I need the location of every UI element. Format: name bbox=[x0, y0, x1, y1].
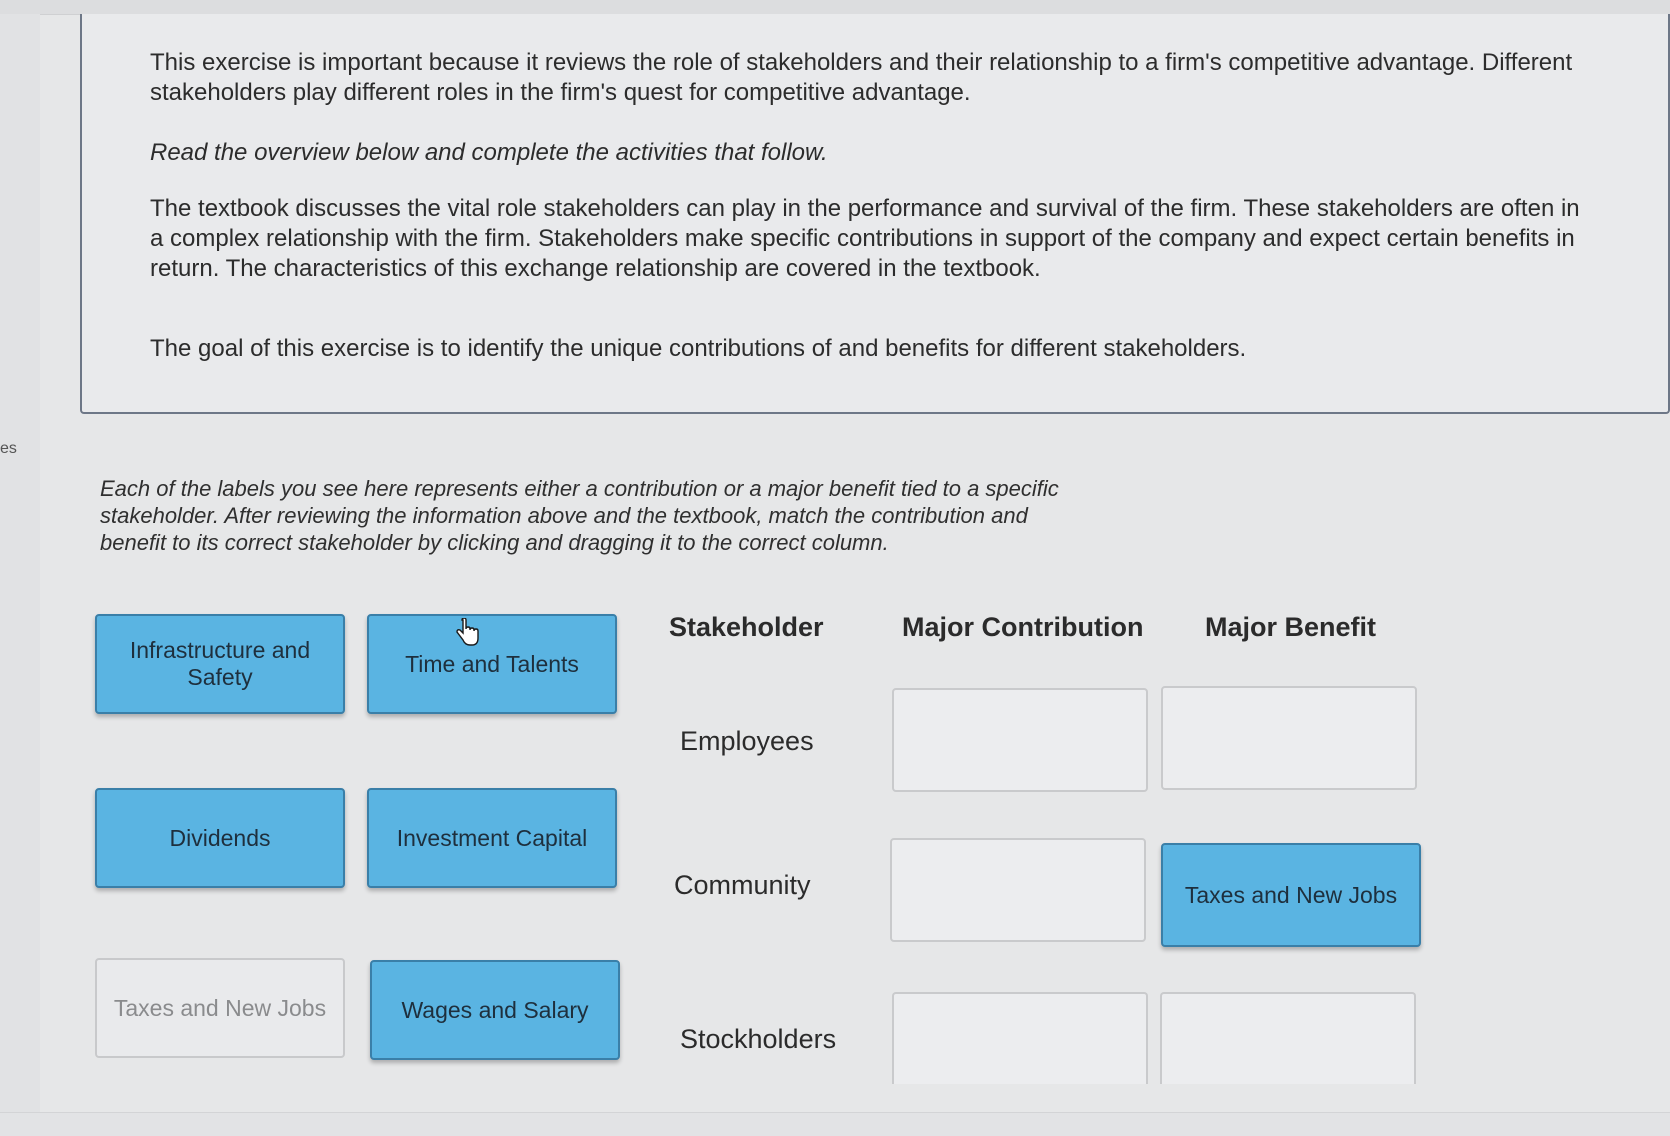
column-header-major-benefit: Major Benefit bbox=[1205, 612, 1377, 642]
overview-paragraph-textbook: The textbook discusses the vital role stakeholders can play in the performance and survival of the firm. These stakeholders are often in a complex relationship with the firm. Stakeholders make specific contributions in support of the company and expect certain benefits in return. The characteristics of this exchange relationship are covered in the textbook. bbox=[150, 195, 1580, 282]
overview-panel bbox=[80, 14, 1670, 414]
label-card-taxes-and-new-jobs-placeholder: Taxes and New Jobs bbox=[95, 958, 345, 1058]
row-label-employees: Employees bbox=[680, 726, 814, 756]
drop-zone-employees-benefit[interactable] bbox=[1161, 686, 1417, 790]
drop-zone-community-contribution[interactable] bbox=[890, 838, 1146, 942]
instructions-text: Each of the labels you see here represents either a contribution or a major benefit tied to a specific stakeholder. After reviewing the information above and the textbook, match the contribution and benefit to its correct stakeholder by clicking and dragging it to the correct column. bbox=[100, 476, 1059, 555]
label-card-infrastructure-and-safety[interactable]: Infrastructure and Safety bbox=[95, 614, 345, 714]
label-card-investment-capital[interactable]: Investment Capital bbox=[367, 788, 617, 888]
overview-paragraph-directive: Read the overview below and complete the activities that follow. bbox=[150, 139, 828, 166]
row-label-stockholders: Stockholders bbox=[680, 1024, 837, 1054]
drop-zone-stockholders-benefit[interactable] bbox=[1160, 992, 1416, 1084]
left-sidebar-edge bbox=[0, 14, 40, 1135]
bottom-strip bbox=[0, 1112, 1670, 1136]
overview-paragraph-goal: The goal of this exercise is to identify the unique contributions of and benefits for different stakeholders. bbox=[150, 335, 1247, 362]
hand-pointer-icon bbox=[454, 618, 480, 648]
label-card-wages-and-salary[interactable]: Wages and Salary bbox=[370, 960, 620, 1060]
side-tab-label[interactable]: es bbox=[0, 440, 17, 457]
label-card-time-and-talents[interactable]: Time and Talents bbox=[367, 614, 617, 714]
label-card-dividends[interactable]: Dividends bbox=[95, 788, 345, 888]
column-header-stakeholder: Stakeholder bbox=[669, 612, 824, 642]
drop-zone-employees-contribution[interactable] bbox=[892, 688, 1148, 792]
drop-zone-stockholders-contribution[interactable] bbox=[892, 992, 1148, 1084]
top-strip bbox=[0, 0, 1670, 15]
row-label-community: Community bbox=[674, 870, 811, 900]
drop-zone-community-benefit-filled[interactable]: Taxes and New Jobs bbox=[1161, 843, 1421, 947]
overview-paragraph-intro: This exercise is important because it reviews the role of stakeholders and their relationship to a firm's competitive advantage. Different stakeholders play different roles in the firm's quest for competitive advantage. bbox=[150, 49, 1573, 106]
column-header-major-contribution: Major Contribution bbox=[902, 612, 1144, 642]
